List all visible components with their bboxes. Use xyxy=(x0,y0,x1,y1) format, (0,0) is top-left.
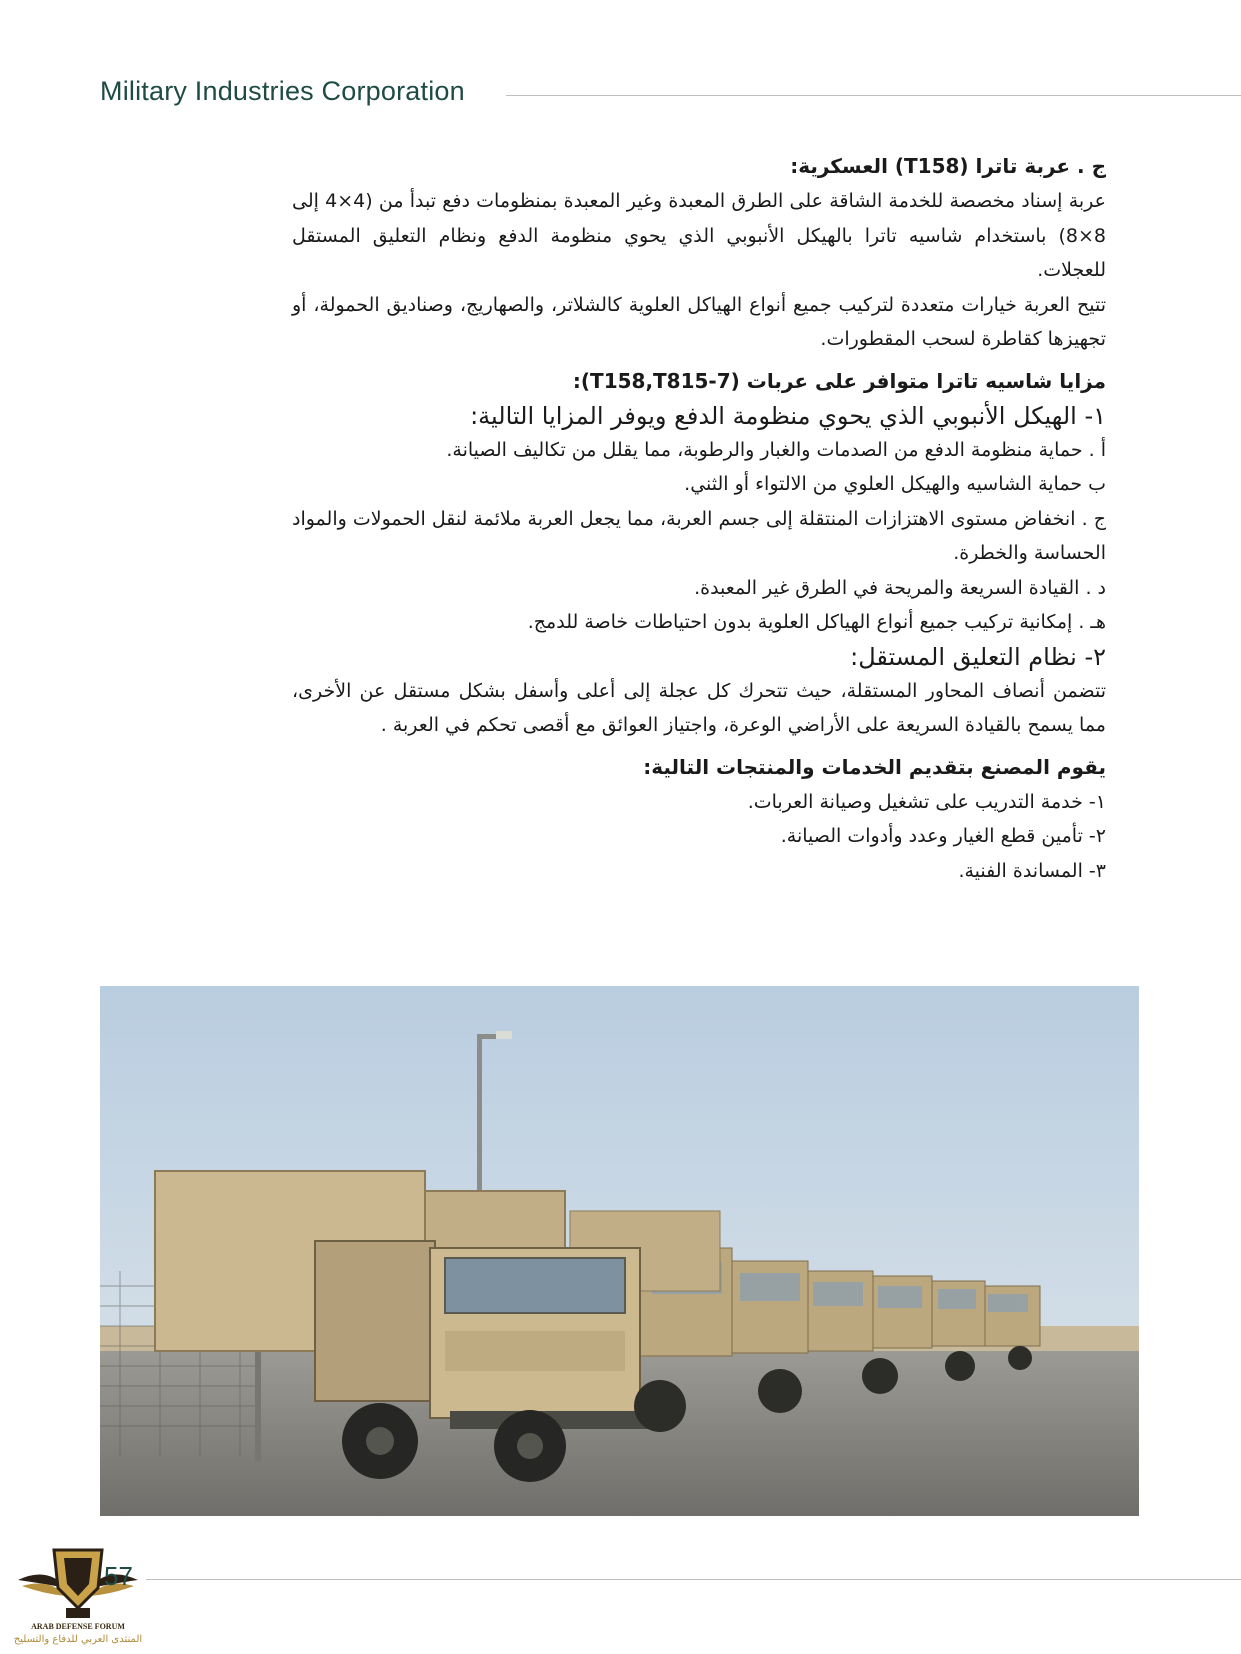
intro-paragraph-2: تتيح العربة خيارات متعددة لتركيب جميع أنواع الهياكل العلوية كالشلاتر، والصهاريج، وصناديق الحمولة، أو تجهيزها كقاطرة لسحب المقطورات. xyxy=(292,293,1106,350)
item1-point-c: ج . انخفاض مستوى الاهتزازات المنتقلة إلى جسم العربة، مما يجعل العربة ملائمة لنقل الحمولات والمواد الحساسة والخطرة. xyxy=(292,507,1106,564)
item1-point-e: هـ . إمكانية تركيب جميع أنواع الهياكل العلوية بدون احتياطات خاصة للدمج. xyxy=(527,611,1106,633)
footer-divider xyxy=(146,1579,1241,1580)
header-divider xyxy=(506,95,1241,96)
service-item-3: ٣- المساندة الفنية. xyxy=(958,859,1106,882)
section-title: ج . عربة تاترا (T158) العسكرية: xyxy=(790,154,1106,178)
service-item-1: ١- خدمة التدريب على تشغيل وصيانة العربات. xyxy=(747,790,1106,813)
advantages-title: مزايا شاسيه تاترا متوافر على عربات (T158,T815-7): xyxy=(572,368,1106,393)
services-title: يقوم المصنع بتقديم الخدمات والمنتجات التالية: xyxy=(643,754,1106,779)
intro-paragraph-1: عربة إسناد مخصصة للخدمة الشاقة على الطرق المعبدة وغير المعبدة بمنظومات دفع تبدأ من (4×4 إلى 8×8) باستخدام شاسيه تاترا بالهيكل الأنبوبي الذي يحوي منظومة الدفع ونظام التعليق المستقل للعجلات. xyxy=(292,190,1106,281)
item1-point-d: د . القيادة السريعة والمريحة في الطرق غير المعبدة. xyxy=(694,576,1106,599)
service-item-2: ٢- تأمين قطع الغيار وعدد وأدوات الصيانة. xyxy=(780,825,1106,847)
item2-text: تتضمن أنصاف المحاور المستقلة، حيث تتحرك كل عجلة إلى أعلى وأسفل بشكل مستقل عن الأخرى، مما يسمح بالقيادة السريعة على الأراضي الوعرة، واجتياز العوائق مع أقصى تحكم في العربة . xyxy=(292,679,1106,736)
page-number: 57 xyxy=(104,1561,133,1591)
item2-title: ٢- نظام التعليق المستقل: xyxy=(850,642,1106,671)
logo-arabic-text: المنتدى العربي للدفاع والتسليح xyxy=(13,1634,143,1645)
main-content xyxy=(292,148,1106,888)
logo-english-text: ARAB DEFENSE FORUM xyxy=(31,1622,125,1631)
item1-point-a: أ . حماية منظومة الدفع من الصدمات والغبار والرطوبة، مما يقلل من تكاليف الصيانة. xyxy=(446,438,1106,461)
item1-point-b: ب حماية الشاسيه والهيكل العلوي من الالتواء أو الثني. xyxy=(684,473,1106,495)
header-title: Military Industries Corporation xyxy=(100,76,465,106)
tatra-trucks-photo xyxy=(100,986,1139,1516)
item1-title: ١- الهيكل الأنبوبي الذي يحوي منظومة الدفع ويوفر المزايا التالية: xyxy=(470,401,1106,430)
truck-row-illustration xyxy=(100,986,1139,1516)
